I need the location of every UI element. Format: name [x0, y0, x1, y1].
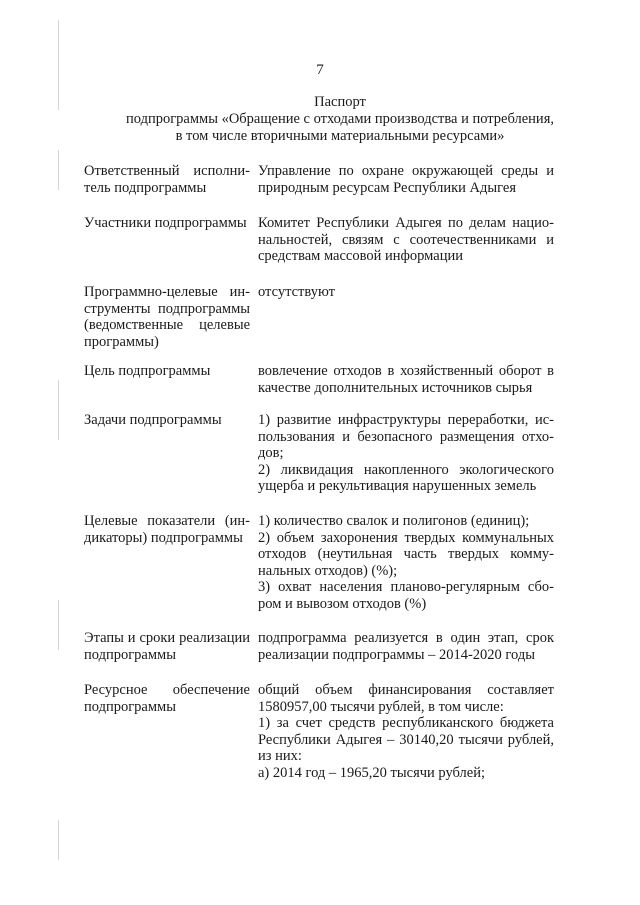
passport-row-indicators: [84, 513, 554, 612]
row-value: общий объем финансирования составляет 1580957,00 тысячи рублей, в том числе: 1) за счет средств республиканского бюджета Республики Адыгея – 30140,20 тысячи рублей, из них: а) 2014 год – 1965,20 тысячи рублей;: [258, 682, 554, 781]
passport-row-resources: [84, 682, 554, 781]
title-line-3: в том числе вторичными материальными ресурсами»: [175, 128, 505, 144]
row-value: вовлечение отходов в хозяйственный оборот в качестве дополнительных источников сырья: [258, 363, 554, 396]
row-label: Участники подпрограммы: [84, 215, 247, 231]
row-value: Управление по охране окружающей среды и природным ресурсам Республики Адыгея: [258, 163, 554, 196]
title-line-2: подпрограммы «Обращение с отходами производства и потребления,: [125, 111, 554, 127]
passport-row-tasks: [84, 412, 554, 495]
row-label: Этапы и сроки реализации подпрограммы: [84, 630, 250, 663]
passport-row-stages: [84, 630, 554, 663]
scan-margin-marks: [58, 0, 64, 905]
row-value: Комитет Республики Адыгея по делам нацио- нальностей, связям с соотечественниками и средствам массовой информации: [258, 215, 554, 264]
row-label: Целевые показатели (ин- дикаторы) подпрограммы: [84, 513, 250, 546]
passport-row-goal: [84, 363, 554, 396]
document-title: [70, 94, 610, 145]
passport-row-responsible: [84, 163, 554, 196]
row-label: Ответственный исполни- тель подпрограммы: [84, 163, 250, 196]
passport-row-instruments: [84, 284, 554, 350]
row-value: 1) количество свалок и полигонов (единиц); 2) объем захоронения твердых коммунальных отходов (неутильная часть твердых комму- нальных отходов) (%); 3) охват населения планово-регулярным сбо- ром и вывозом отходов (%): [258, 513, 554, 612]
row-label: Задачи подпрограммы: [84, 412, 222, 428]
title-line-1: Паспорт: [314, 94, 366, 110]
row-value: отсутствуют: [258, 284, 335, 300]
row-value: 1) развитие инфраструктуры переработки, ис- пользования и безопасного размещения отхо- дов; 2) ликвидация накопленного экологического ущерба и рекультивация нарушенных земель: [258, 412, 554, 494]
row-label: Цель подпрограммы: [84, 363, 211, 379]
page-number: 7: [316, 62, 324, 78]
row-value: подпрограмма реализуется в один этап, срок реализации подпрограммы – 2014-2020 годы: [258, 630, 554, 663]
row-label: Ресурсное обеспечение подпрограммы: [84, 682, 250, 715]
row-label: Программно-целевые ин- струменты подпрограммы (ведомственные целевые программы): [84, 284, 250, 350]
passport-row-participants: [84, 215, 554, 265]
